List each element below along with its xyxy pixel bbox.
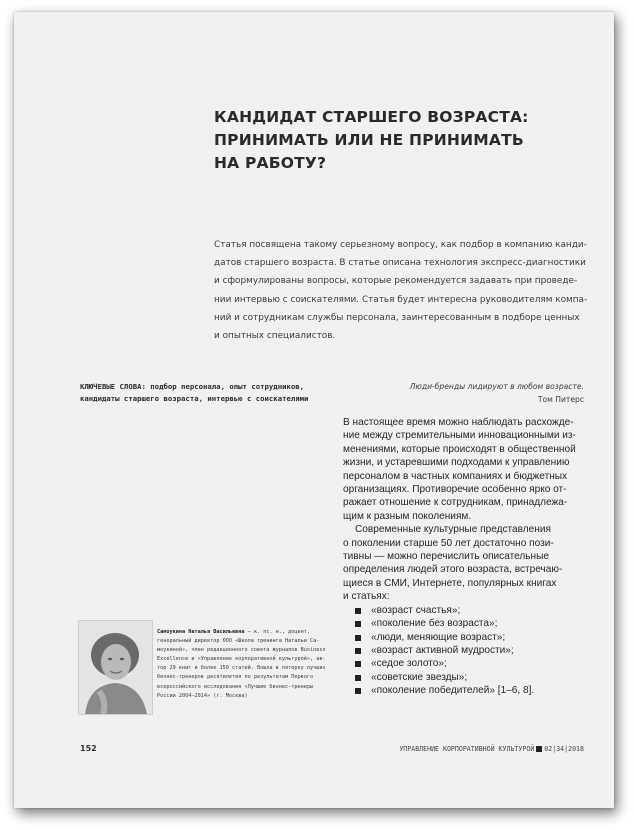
title-line: КАНДИДАТ СТАРШЕГО ВОЗРАСТА: bbox=[214, 108, 529, 126]
list-item-text: «седое золото»; bbox=[371, 658, 447, 670]
author-bio-line: Excellence и «Управление корпоративной культурой», ав- bbox=[157, 656, 326, 663]
author-bio-line: бизнес-тренеров десятилетия по результатам Первого bbox=[157, 674, 314, 681]
body-line: менениями, которые происходят в общественной bbox=[343, 443, 576, 455]
title-line: НА РАБОТУ? bbox=[214, 154, 327, 172]
body-line: щим к разным поколениям. bbox=[343, 510, 472, 522]
article-body bbox=[343, 416, 593, 698]
abstract-line: ний и сотрудникам службы персонала, заинтересованным в подборе ценных bbox=[214, 312, 580, 323]
list-item bbox=[343, 684, 593, 697]
body-line: ражает отношение к сотрудникам, принадлежа- bbox=[343, 497, 568, 509]
list-item-text: «возраст счастья»; bbox=[371, 604, 461, 616]
list-item-text: «люди, меняющие возраст»; bbox=[371, 631, 506, 643]
body-line: В настоящее время можно наблюдать расхожде- bbox=[343, 417, 574, 428]
author-bio-line: — к. пс. н., доцент, bbox=[244, 629, 311, 635]
body-line: определения людей этого возраста, встречаю- bbox=[343, 564, 563, 576]
epigraph-quote: Люди-бренды лидируют в любом возрасте. bbox=[409, 382, 584, 391]
body-line: ние между стремительными инновационными из- bbox=[343, 430, 576, 442]
body-line: щиеся в СМИ, Интернете, популярных книгах bbox=[343, 577, 557, 589]
square-bullet-icon bbox=[355, 688, 361, 694]
journal-name: УПРАВЛЕНИЕ КОРПОРАТИВНОЙ КУЛЬТУРОЙ bbox=[399, 745, 535, 753]
epigraph-author: Том Питерс bbox=[537, 395, 584, 404]
body-line: персоналом в частных компаниях и бюджетных bbox=[343, 470, 568, 482]
bullet-list bbox=[343, 604, 593, 698]
list-item-text: «советские звезды»; bbox=[371, 671, 468, 683]
list-item-text: «поколение без возраста»; bbox=[371, 618, 498, 630]
issue-number: 02|34|2018 bbox=[544, 745, 584, 753]
author-info bbox=[157, 628, 337, 701]
square-bullet-icon bbox=[355, 635, 361, 641]
author-photo bbox=[78, 620, 153, 715]
body-line: жизни, и устаревшими подходами к управлению bbox=[343, 457, 570, 469]
author-bio-line: моукиной», член редакционного совета журналов Business bbox=[157, 647, 326, 654]
epigraph bbox=[324, 380, 584, 406]
author-portrait-icon bbox=[79, 621, 152, 714]
author-bio-line: всероссийского исследования «Лучшие бизнес-тренеры bbox=[157, 683, 314, 690]
list-item-text: «возраст активной мудрости»; bbox=[371, 644, 514, 656]
square-separator-icon bbox=[536, 746, 542, 752]
article-title bbox=[214, 106, 574, 175]
square-bullet-icon bbox=[355, 608, 361, 614]
body-line: Современные культурные представления bbox=[355, 524, 551, 536]
body-line: тивны — можно перечислить описательные bbox=[343, 551, 550, 563]
body-line: о поколении старше 50 лет достаточно пози- bbox=[343, 537, 554, 549]
list-item bbox=[343, 604, 593, 617]
square-bullet-icon bbox=[355, 675, 361, 681]
body-line: и статьях: bbox=[343, 591, 390, 603]
list-item bbox=[343, 671, 593, 684]
keywords-line: КЛЮЧЕВЫЕ СЛОВА: подбор персонала, опыт сотрудников, bbox=[80, 382, 305, 391]
author-bio-line: тор 29 книг и более 150 статей. Вошла в пятерку лучших bbox=[157, 665, 326, 672]
square-bullet-icon bbox=[355, 648, 361, 654]
author-name: Самоукина Наталья Васильевна bbox=[157, 629, 245, 635]
list-item bbox=[343, 644, 593, 657]
page-number: 152 bbox=[80, 744, 97, 753]
journal-page bbox=[14, 12, 614, 808]
abstract-line: и опытных специалистов. bbox=[214, 331, 336, 342]
keywords-line: кандидаты старшего возраста, интервью с соискателями bbox=[80, 394, 309, 403]
abstract-line: нии интервью с соискателями. Статья будет интересна руководителям компа- bbox=[214, 294, 588, 305]
abstract-line: датов старшего возраста. В статье описана технология экспресс-диагностики bbox=[214, 258, 586, 269]
keywords bbox=[80, 381, 340, 405]
body-line: организациях. Противоречие особенно ярко от- bbox=[343, 484, 567, 496]
list-item bbox=[343, 631, 593, 644]
abstract-line: Статья посвящена такому серьезному вопросу, как подбор в компанию канди- bbox=[214, 240, 587, 250]
list-item bbox=[343, 617, 593, 630]
article-abstract bbox=[214, 236, 594, 345]
author-bio-line: генеральный директор ООО «Школа тренинга Натальи Са- bbox=[157, 638, 320, 645]
body-paragraph bbox=[343, 416, 593, 523]
author-bio-line: России 2004–2014» (г. Москва) bbox=[157, 692, 248, 699]
abstract-line: и сформулированы вопросы, которые рекомендуется задавать при проведе- bbox=[214, 276, 578, 287]
list-item-text: «поколение победителей» [1–6, 8]. bbox=[371, 685, 535, 697]
list-item bbox=[343, 657, 593, 670]
journal-footer bbox=[399, 745, 584, 753]
body-paragraph bbox=[343, 523, 593, 603]
square-bullet-icon bbox=[355, 661, 361, 667]
title-line: ПРИНИМАТЬ ИЛИ НЕ ПРИНИМАТЬ bbox=[214, 131, 524, 149]
square-bullet-icon bbox=[355, 621, 361, 627]
